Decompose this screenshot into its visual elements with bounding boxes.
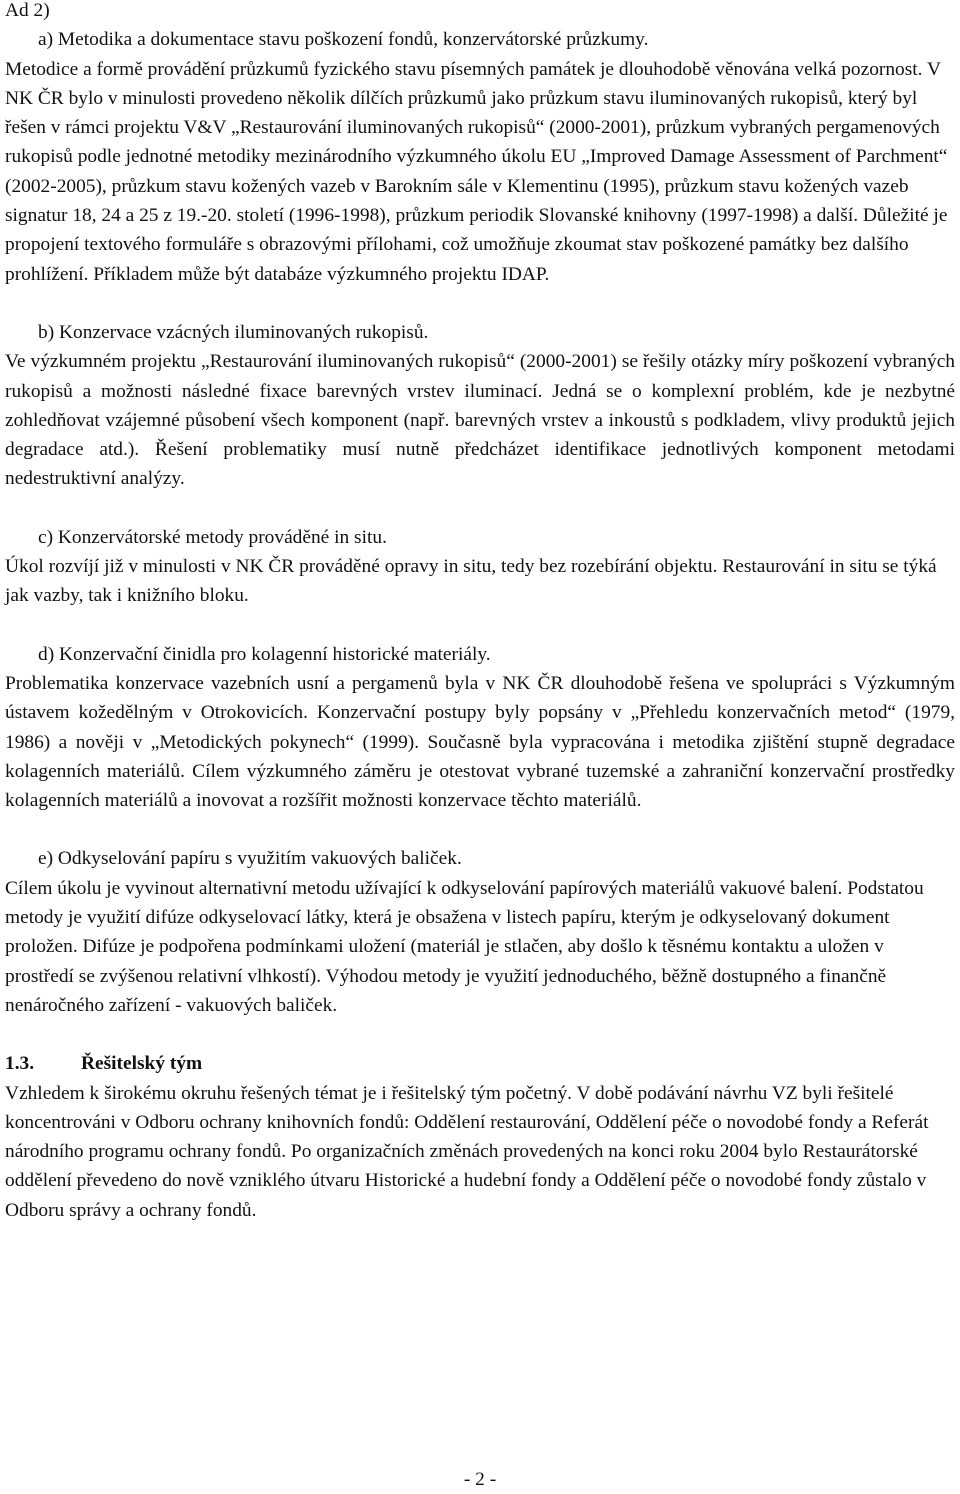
section-heading-ad2: Ad 2) [5,0,50,21]
section-number: 1.3. [5,1053,35,1075]
item-a-heading: a) Metodika a dokumentace stavu poškození fondů, konzervátorské průzkumy. [38,29,649,51]
item-c-body: Úkol rozvíjí již v minulosti v NK ČR prováděné opravy in situ, tedy bez rozebírání objektu. Restaurování in situ se týká jak vazby, tak i knižního bloku. [5,556,937,607]
spacer [5,494,955,523]
item-c-heading: c) Konzervátorské metody prováděné in situ. [38,526,387,548]
document-page [5,0,955,1225]
item-e-body: Cílem úkolu je vyvinout alternativní metodu užívající k odkyselování papírových materiálů vakuové balení. Podstatou metody je využití difúze odkyselovací látky, která je obsažena v listech papíru, kterým je odkyselovaný dokument proložen. Difúze je podpořena podmínkami uložení (materiál je stlačen, aby došlo k těsnému kontaktu a uložen v prostředí se zvýšenou relativní vlhkostí). Výhodou metody je využití jednoduchého, běžně dostupného a finančně nenáročného zařízení - vakuových baliček. [5,877,924,1016]
section-title: Řešitelský tým [81,1053,203,1075]
spacer [5,1020,955,1049]
section-1-3-heading [5,1049,955,1078]
spacer [5,289,955,318]
item-e-heading: e) Odkyselování papíru s využitím vakuových baliček. [38,848,462,870]
item-d-body: Problematika konzervace vazebních usní a pergamenů byla v NK ČR dlouhodobě řešena ve spolupráci s Výzkumným ústavem kožedělným v Otrokovicích. Konzervační postupy byly popsány v „Přehledu konzervačních metod“ (1979, 1986) a nověji v „Metodických pokynech“ (1999). Současně byla vypracována i metodika zjištění stupně degradace kolagenních materiálů. Cílem výzkumného záměru je otestovat vybrané tuzemské a zahraniční konzervační prostředky kolagenních materiálů a inovovat a rozšířit možnosti konzervace těchto materiálů. [5,672,955,812]
item-b-body: Ve výzkumném projektu „Restaurování iluminovaných rukopisů“ (2000-2001) se řešily otázky míry poškození vybraných rukopisů a možnosti následné fixace barevných vrstev iluminací. Jedná se o komplexní problém, kde je nezbytné zohledňovat vzájemné působení všech komponent (např. barevných vrstev a inkoustů s podkladem, vlivy produktů jejich degradace atd.). Řešení problematiky musí nutně předcházet identifikace jednotlivých komponent metodami nedestruktivní analýzy. [5,351,955,490]
section-1-3-body: Vzhledem k širokému okruhu řešených témat je i řešitelský tým početný. V době podávání návrhu VZ byli řešitelé koncentrováni v Odboru ochrany knihovních fondů: Oddělení restaurování, Oddělení péče o novodobé fondy a Referát národního programu ochrany fondů. Po organizačních změnách provedených na konci roku 2004 bylo Restaurátorské oddělení převedeno do nově vzniklého útvaru Historické a hudební fondy a Oddělení péče o novodobé fondy zůstalo v Odboru správy a ochrany fondů. [5,1082,929,1221]
item-a-body: Metodice a formě provádění průzkumů fyzického stavu písemných památek je dlouhodobě věnována velká pozornost. V NK ČR bylo v minulosti provedeno několik dílčích průzkumů jako průzkum stavu iluminovaných rukopisů, který byl řešen v rámci projektu V&V „Restaurování iluminovaných rukopisů“ (2000-2001), průzkum vybraných pergamenových rukopisů podle jednotné metodiky mezinárodního výzkumného úkolu EU „Improved Damage Assessment of Parchment“ (2002-2005), průzkum stavu kožených vazeb v Barokním sále v Klementinu (1995), průzkum stavu kožených vazeb signatur 18, 24 a 25 z 19.-20. století (1996-1998), průzkum periodik Slovanské knihovny (1997-1998) a další. Důležité je propojení textového formuláře s obrazovými přílohami, což umožňuje zkoumat stav poškozené památky bez dalšího prohlížení. Příkladem může být databáze výzkumného projektu IDAP. [5,58,948,285]
item-b-heading: b) Konzervace vzácných iluminovaných rukopisů. [38,321,429,343]
item-d-heading: d) Konzervační činidla pro kolagenní historické materiály. [38,643,491,665]
spacer [5,815,955,844]
spacer [5,611,955,640]
page-number: - 2 - [463,1469,497,1490]
